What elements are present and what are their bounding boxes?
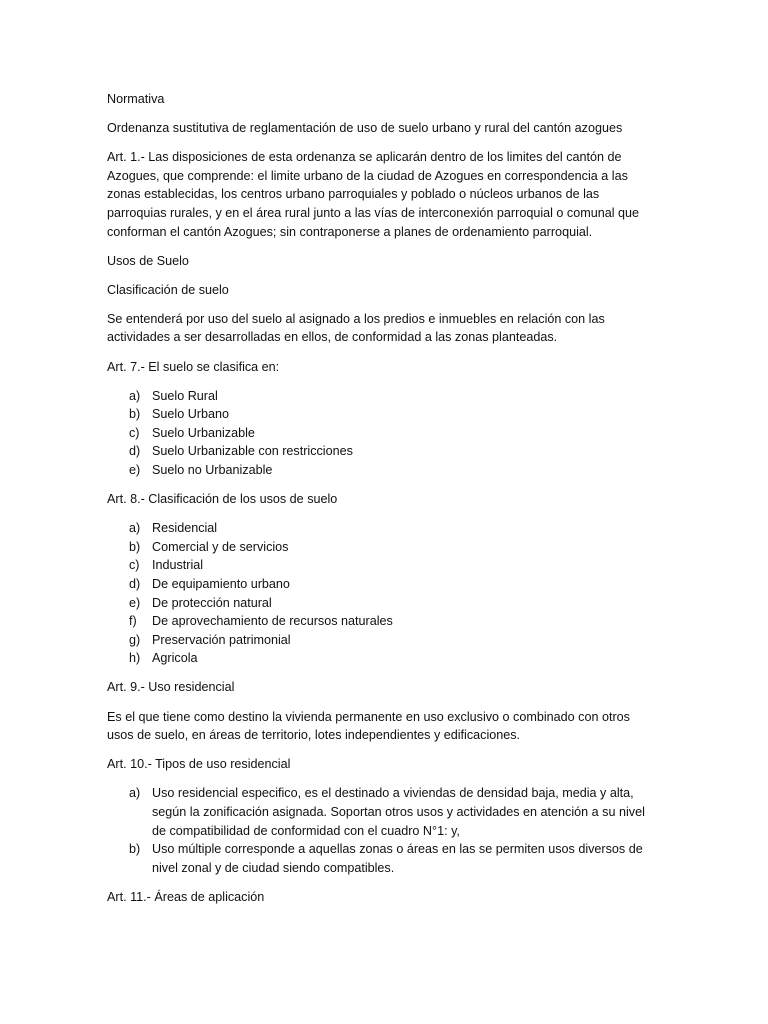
list-marker: c)	[129, 425, 140, 440]
list-item-text: Uso múltiple corresponde a aquellas zonas o áreas en las se permiten usos diversos de nivel zonal y de ciudad siendo compatibles.	[152, 842, 643, 875]
article-9-heading: Art. 9.- Uso residencial	[107, 680, 235, 695]
article-8-list	[107, 519, 647, 668]
list-item	[107, 387, 647, 406]
clasificacion-paragraph: Se entenderá por uso del suelo al asignado a los predios e inmuebles en relación con las actividades a ser desarrolladas en ellos, de conformidad a las zonas planteadas.	[107, 311, 605, 345]
list-marker: d)	[129, 576, 141, 591]
list-marker: a)	[129, 521, 141, 536]
section-heading-usos-de-suelo: Usos de Suelo	[107, 253, 189, 268]
list-item	[107, 461, 647, 480]
article-8-heading: Art. 8.- Clasificación de los usos de suelo	[107, 492, 338, 507]
list-item	[107, 840, 647, 877]
list-item	[107, 538, 647, 557]
list-marker: e)	[129, 463, 141, 477]
article-7-heading: Art. 7.- El suelo se clasifica en:	[107, 359, 280, 374]
list-item	[107, 784, 647, 840]
list-item-text: Suelo Urbanizable con restricciones	[152, 444, 353, 459]
list-item-text: Residencial	[152, 521, 218, 536]
list-marker: c)	[129, 558, 140, 573]
list-marker: d)	[129, 444, 141, 459]
list-marker: a)	[129, 786, 141, 801]
list-item-text: Suelo Rural	[152, 388, 218, 403]
list-item	[107, 556, 647, 575]
list-marker: b)	[129, 539, 141, 554]
list-item	[107, 612, 647, 631]
article-7-list	[107, 387, 647, 480]
list-item-text: Comercial y de servicios	[152, 539, 289, 554]
list-marker: b)	[129, 842, 141, 857]
list-item-text: Suelo Urbanizable	[152, 425, 255, 440]
list-item	[107, 631, 647, 650]
list-item-text: De equipamiento urbano	[152, 576, 290, 591]
list-marker: f)	[129, 614, 137, 629]
article-10-heading: Art. 10.- Tipos de uso residencial	[107, 757, 291, 772]
article-1: Art. 1.- Las disposiciones de esta ordenanza se aplicarán dentro de los limites del cantón de Azogues, que comprende: el limite urbano de la ciudad de Azogues en correspondencia a las zonas establecidas, los centros urbano parroquiales y poblado o núcleos urbanos de las parroquias rurales, y en el área rural junto a las vías de interconexión parroquial o comunal que conforman el cantón Azogues; sin contraponerse a planes de ordenamiento parroquial.	[107, 150, 640, 239]
list-item	[107, 442, 647, 461]
list-item	[107, 649, 647, 668]
article-11-heading: Art. 11.- Áreas de aplicación	[107, 889, 265, 904]
list-marker: a)	[129, 388, 141, 403]
list-item	[107, 594, 647, 613]
list-item-text: Uso residencial especifico, es el destinado a viviendas de densidad baja, media y alta, según la zonificación asignada. Soportan otros usos y actividades en atención a su nivel de compatibilidad de conformidad con el cuadro N°1: y,	[152, 786, 645, 838]
list-marker: g)	[129, 632, 141, 647]
list-item	[107, 424, 647, 443]
list-item-text: De protección natural	[152, 595, 272, 610]
list-item-text: Suelo no Urbanizable	[152, 463, 273, 477]
list-item	[107, 575, 647, 594]
article-10-list	[107, 784, 647, 877]
list-item-text: Agricola	[152, 651, 198, 666]
list-item-text: Suelo Urbano	[152, 407, 230, 422]
list-marker: b)	[129, 407, 141, 422]
list-item	[107, 519, 647, 538]
document-page	[107, 90, 647, 917]
list-item-text: Industrial	[152, 558, 204, 573]
list-marker: h)	[129, 651, 141, 666]
list-marker: e)	[129, 595, 141, 610]
list-item-text: Preservación patrimonial	[152, 632, 291, 647]
list-item	[107, 405, 647, 424]
list-item-text: De aprovechamiento de recursos naturales	[152, 614, 393, 629]
document-title: Normativa	[107, 92, 165, 106]
article-9-paragraph: Es el que tiene como destino la vivienda permanente en uso exclusivo o combinado con otros usos de suelo, en áreas de territorio, lotes independientes y edificaciones.	[107, 709, 630, 743]
section-heading-clasificacion: Clasificación de suelo	[107, 282, 229, 297]
document-subtitle: Ordenanza sustitutiva de reglamentación de uso de suelo urbano y rural del cantón azogues	[107, 121, 623, 136]
